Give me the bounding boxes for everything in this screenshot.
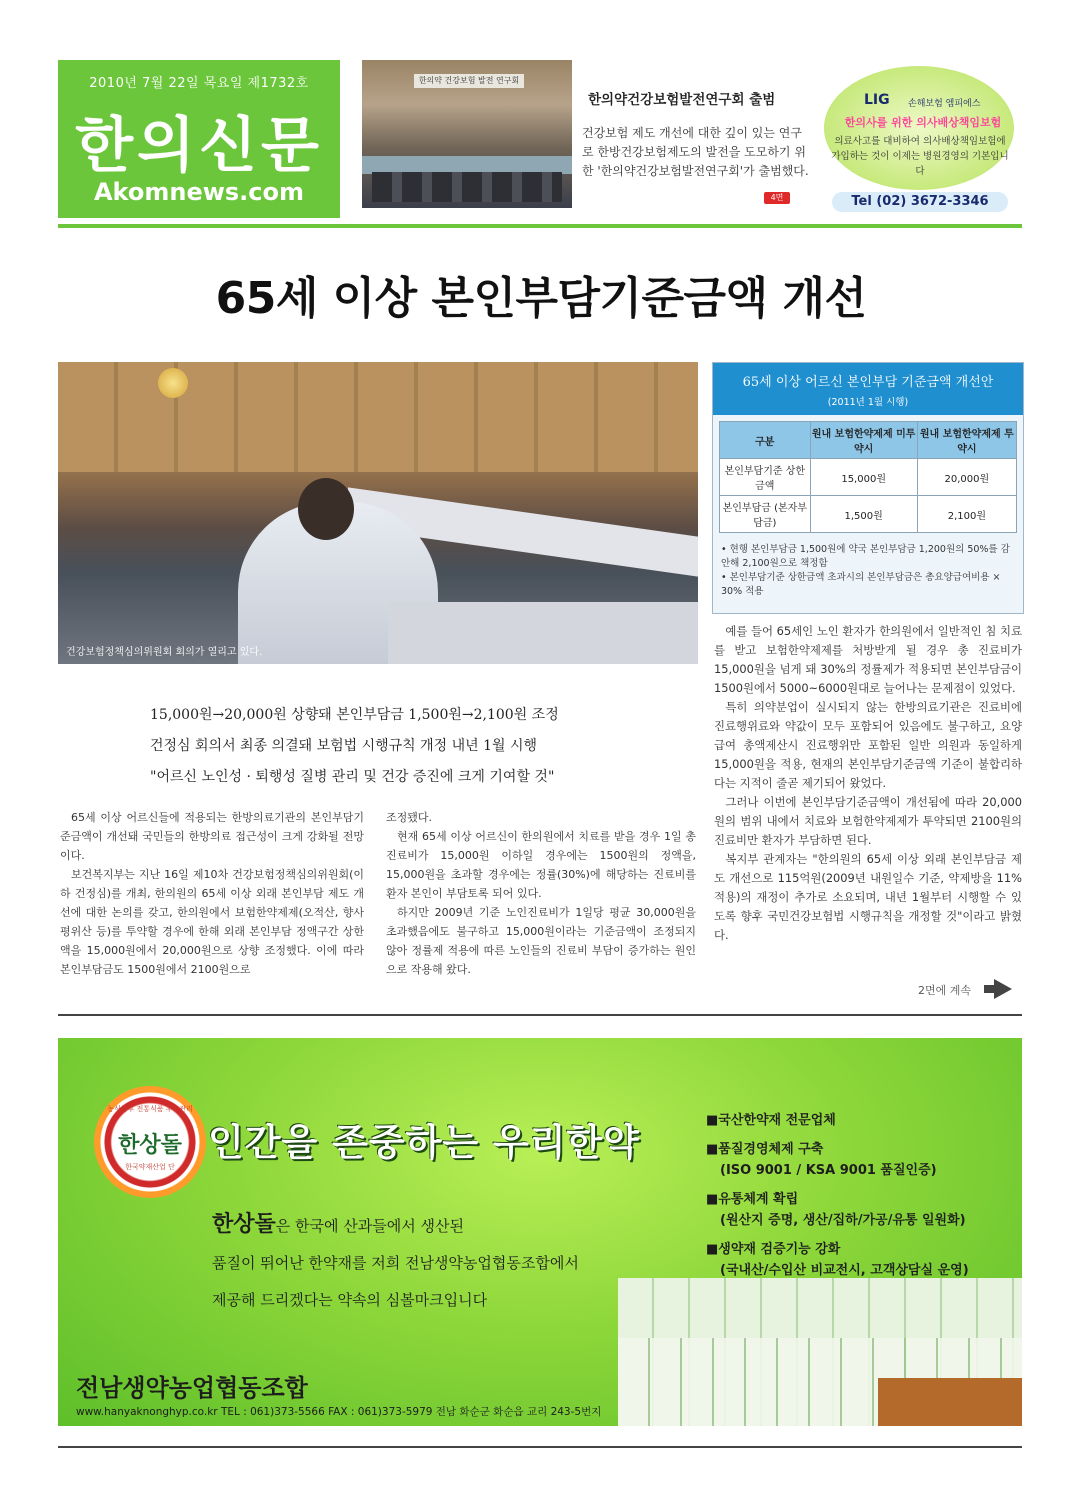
feature-detail: (원산지 증명, 생산/집하/가공/유통 일원화) — [720, 1213, 966, 1228]
page-bottom-divider — [58, 1446, 1022, 1448]
feature-detail: (국내산/수입산 비교전시, 고객상담실 운영) — [720, 1263, 969, 1278]
paragraph: 예를 들어 65세인 노인 환자가 한의원에서 일반적인 침 치료를 받고 보험한약제제를 처방받게 될 경우 총 진료비가 15,000원을 넘게 돼 30%의 정률제가 적용되면 본인부담금이 1500원에서 5000~6000원대로 늘어나는 문제점이 있었다. — [714, 624, 1022, 695]
photo-caption: 건강보험정책심의위원회 회의가 열리고 있다. — [66, 647, 263, 658]
table-col-header: 원내 보험한약제제 투약시 — [917, 422, 1016, 459]
ad-description: 의료사고를 대비하여 의사배상책임보험에 가입하는 것이 이제는 병원경영의 기본입니다 — [831, 136, 1009, 177]
ad-phone: Tel (02) 3672-3346 — [832, 192, 1008, 212]
article-subheads — [150, 700, 680, 793]
fee-table — [719, 421, 1017, 533]
photo-banner: 한의약 건강보험 발전 연구회 — [414, 74, 524, 88]
subhead: 건정심 회의서 최종 의결돼 보험법 시행규칙 개정 내년 1월 시행 — [150, 738, 538, 754]
photo-near-table — [388, 602, 698, 664]
header-divider — [58, 224, 1022, 228]
photo-wall — [58, 362, 698, 472]
seal-bottom-text: 한국약재산업 단 — [125, 1163, 175, 1171]
paragraph: 복지부 관계자는 "한의원의 65세 이상 외래 본인부담금 제도 개선으로 115억원(2009년 내원일수 기준, 약제방을 11% 적용)의 재정이 추가로 소요되며, 내년 1월부터 시행할 수 있도록 향후 국민건강보험법 시행규칙을 개정할 것"이라고 밝혔다. — [714, 852, 1022, 942]
top-story-photo — [362, 60, 572, 208]
site-url[interactable]: Akomnews.com — [93, 178, 305, 206]
main-article-photo — [58, 362, 698, 664]
newspaper-logo: 한의신문 — [75, 111, 323, 181]
table-note: • 현행 본인부담금 1,500원에 약국 본인부담금 1,200원의 50%를 감안해 2,100원으로 책정함 — [721, 544, 1010, 569]
paragraph: 그러나 이번에 본인부담기준금액이 개선됨에 따라 20,000원의 범위 내에서 치료와 보험한약제제가 투약되면 2100원의 진료비만 환자가 부담하면 된다. — [714, 795, 1022, 847]
table-row — [720, 496, 1017, 533]
ad-tagline: 한의사를 위한 의사배상책임보험 — [844, 116, 1002, 129]
table-cell: 1,500원 — [810, 496, 917, 533]
table-header-row — [720, 422, 1017, 459]
feature-item: ■생약재 검증기능 강화 — [706, 1242, 841, 1257]
ad-desc-line: 은 한국에 산과들에서 생산된 — [275, 1217, 464, 1235]
ad-features — [706, 1110, 1006, 1281]
table-cell: 2,100원 — [917, 496, 1016, 533]
top-story-headline[interactable]: 한의약건강보험발전연구회 출범 — [588, 92, 776, 108]
photo-chairs — [372, 172, 562, 202]
continue-label: 2면에 계속 — [918, 984, 971, 997]
paragraph: 특히 의약분업이 실시되지 않는 한방의료기관은 진료비에 진료행위료와 약값이 모두 포함되어 있음에도 불구하고, 요양급여 총액제산시 진료행위만 포함된 일반 의원과 동일하게 15,000원을 적용, 현재의 본인부담기준금액 기준이 불합리하다는 지적이 줄곧 제기되어 왔었다. — [714, 700, 1022, 790]
article-column-2 — [386, 808, 696, 979]
feature-item: ■국산한약재 전문업체 — [706, 1113, 836, 1128]
top-story-body: 건강보험 제도 개선에 대한 깊이 있는 연구로 한방건강보험제도의 발전을 도모하기 위한 '한의약건강보험발전연구회'가 출범했다. — [582, 126, 809, 178]
ad-desc-line: 품질이 뛰어난 한약재를 저희 전남생약농업협동조합에서 — [212, 1254, 579, 1272]
table-cell: 20,000원 — [917, 459, 1016, 496]
continue-link[interactable] — [918, 982, 1022, 998]
table-row — [720, 459, 1017, 496]
seal-brand-text: 한상돌 — [118, 1133, 182, 1158]
fee-table-box — [712, 362, 1024, 614]
seal-top-text: 농식품부 전통식품 우수관리 — [107, 1105, 193, 1113]
subhead: 15,000원→20,000원 상향돼 본인부담금 1,500원→2,100원 조정 — [150, 707, 559, 723]
masthead — [58, 60, 340, 218]
top-story-page-tag[interactable]: 4면 — [764, 192, 790, 204]
feature-detail: (ISO 9001 / KSA 9001 품질인증) — [720, 1163, 937, 1178]
ad-desc-line: 제공해 드리겠다는 약속의 심볼마크입니다 — [212, 1291, 488, 1309]
photo-person-head — [298, 478, 354, 540]
feature-item: ■유통체계 확립 — [706, 1192, 799, 1207]
hansangdol-ad[interactable] — [58, 1038, 1022, 1426]
paragraph: 65세 이상 어르신들에 적용되는 한방의료기관의 본인부담기준금액이 개선돼 국민들의 한방의료 접근성이 크게 강화될 전망이다. — [60, 811, 364, 862]
lig-logo: LIG — [864, 92, 890, 108]
table-note: • 본인부담기준 상한금액 초과시의 본인부담금은 총요양급여비용 × 30% 적용 — [721, 572, 1001, 597]
paragraph: 현재 65세 이상 어르신이 한의원에서 치료를 받을 경우 1일 총 진료비가 15,000원 이하일 경우에는 1500원의 정액을, 15,000원을 초과할 경우에는 정률(30%)에 해당하는 진료비를 환자 본인이 부담토록 되어 있다. — [386, 830, 696, 900]
table-header — [713, 363, 1023, 415]
table-col-header: 원내 보험한약제제 미투약시 — [810, 422, 917, 459]
article-column-1 — [60, 808, 364, 979]
article-column-3 — [714, 622, 1022, 945]
ad-contact[interactable]: www.hanyaknonghyp.co.kr TEL : 061)373-5566 FAX : 061)373-5979 전남 화순군 화순읍 교리 243-5번지 — [76, 1406, 602, 1418]
table-cell: 본인부담기준 상한금액 — [720, 459, 811, 496]
lig-insurance-ad[interactable] — [820, 62, 1018, 212]
table-subtitle: (2011년 1월 시행) — [827, 397, 909, 408]
paragraph: 보건복지부는 지난 16일 제10차 건강보험정책심의위원회(이하 건정심)를 개최, 한의원의 65세 이상 외래 본인부담 제도 개선에 대한 논의를 갖고, 한의원에서 보험한약제제(오적산, 향사평위산 등)를 투약할 경우에 한해 외래 본인부담 정액구간 상한액을 15,000원에서 20,000원으로 상향 조정했다. 이에 따라 본인부담금도 1500원에서 2100원으로 — [60, 868, 364, 976]
ad-description — [212, 1206, 672, 1319]
ad-brand-name: 한상돌 — [212, 1211, 276, 1237]
feature-item: ■품질경영체제 구축 — [706, 1142, 824, 1157]
table-title: 65세 이상 어르신 본인부담 기준금액 개선안 — [742, 375, 994, 390]
lig-subtitle: 손해보험 엠피에스 — [908, 99, 981, 109]
paragraph: 조정됐다. — [386, 811, 433, 824]
ad-organization: 전남생약농업협동조합 — [76, 1374, 308, 1402]
table-notes — [721, 543, 1017, 599]
arrow-right-icon — [994, 979, 1012, 999]
table-cell: 15,000원 — [810, 459, 917, 496]
issue-date: 2010년 7월 22일 목요일 제1732호 — [89, 76, 309, 91]
table-cell: 본인부담금 (본자부담금) — [720, 496, 811, 533]
wall-emblem-icon — [158, 368, 188, 398]
main-headline: 65세 이상 본인부담기준금액 개선 — [215, 273, 867, 324]
table-col-header: 구분 — [720, 422, 811, 459]
paragraph: 하지만 2009년 기준 노인진료비가 1일당 평균 30,000원을 초과했음에도 불구하고 15,000원이라는 기준금액이 조정되지 않아 정률제 적용에 따른 노인들의 진료비 부담이 증가하는 원인으로 작용해 왔다. — [386, 906, 696, 976]
subhead: "어르신 노인성 · 퇴행성 질병 관리 및 건강 증진에 크게 기여할 것" — [150, 769, 555, 785]
ad-wooden-shelf — [878, 1378, 1022, 1426]
brand-seal-icon — [94, 1086, 206, 1198]
ad-slogan: 인간을 존중하는 우리한약 — [208, 1120, 640, 1164]
section-divider — [58, 1014, 1022, 1016]
